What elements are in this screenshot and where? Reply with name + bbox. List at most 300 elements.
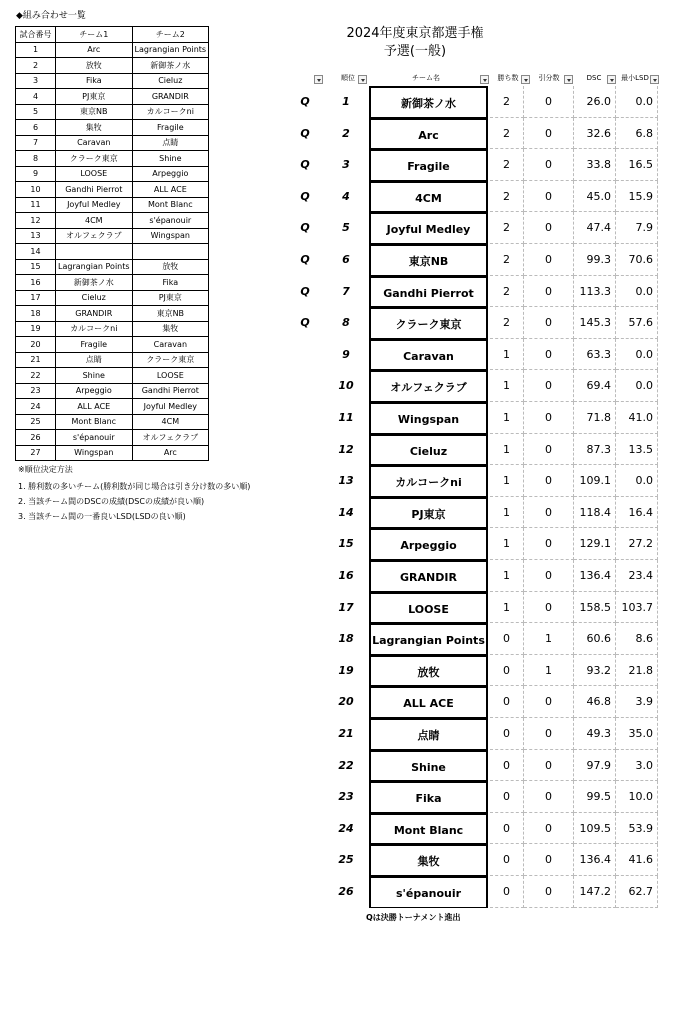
rank-number: 11	[338, 411, 354, 424]
qualified-mark	[298, 402, 312, 434]
lsd-value: 10.0	[616, 781, 658, 813]
team1-name: Wingspan	[56, 445, 133, 461]
wins-count: 2	[490, 276, 524, 308]
team1-name: 点睛	[56, 352, 133, 368]
standings-row	[338, 465, 660, 497]
lsd-value: 0.0	[616, 339, 658, 371]
team1-name: ALL ACE	[56, 399, 133, 415]
dsc-value: 158.5	[574, 592, 616, 624]
lsd-value: 3.9	[616, 686, 658, 718]
standings-row	[342, 339, 660, 371]
team-name: Wingspan	[369, 402, 488, 434]
standings-row	[338, 528, 660, 560]
header-team-name: チーム名	[412, 74, 440, 82]
team2-name: Fragile	[132, 120, 209, 136]
matchup-row	[16, 228, 209, 244]
standings-row	[338, 813, 660, 845]
matchup-row	[16, 414, 209, 430]
wins-count: 2	[490, 244, 524, 276]
team2-name: Fika	[132, 275, 209, 291]
rank-number: 2	[342, 126, 350, 140]
header-team2: チーム2	[132, 27, 209, 43]
wins-count: 1	[490, 560, 524, 592]
draws-count: 0	[524, 750, 574, 782]
matchup-row	[16, 275, 209, 291]
draws-count: 0	[524, 118, 574, 150]
header-team1: チーム1	[56, 27, 133, 43]
team2-name: 4CM	[132, 414, 209, 430]
lsd-value: 53.9	[616, 813, 658, 845]
standings-row	[338, 560, 660, 592]
match-number: 15	[16, 259, 56, 275]
draws-count: 0	[524, 402, 574, 434]
matchup-row	[16, 399, 209, 415]
team-name: オルフェクラブ	[369, 370, 488, 402]
lsd-value: 7.9	[616, 212, 658, 244]
lsd-value: 0.0	[616, 370, 658, 402]
team2-name: 放牧	[132, 259, 209, 275]
draws-count: 0	[524, 370, 574, 402]
page-title: 2024年度東京都選手権	[346, 26, 484, 41]
dsc-value: 49.3	[574, 718, 616, 750]
match-number: 9	[16, 166, 56, 182]
dsc-value: 99.3	[574, 244, 616, 276]
matchup-row	[16, 182, 209, 198]
dsc-value: 47.4	[574, 212, 616, 244]
team-name: クラーク東京	[369, 307, 488, 339]
qualified-mark	[298, 718, 312, 750]
team1-name: Gandhi Pierrot	[56, 182, 133, 198]
match-number: 17	[16, 290, 56, 306]
matchup-row	[16, 445, 209, 461]
rank-number: 17	[338, 600, 354, 614]
qualified-mark	[298, 592, 312, 624]
team2-name: Shine	[132, 151, 209, 167]
rank-number: 20	[338, 695, 354, 709]
match-number: 11	[16, 197, 56, 213]
team2-name: 集牧	[132, 321, 209, 337]
team2-name: Mont Blanc	[132, 197, 209, 213]
lsd-value: 0.0	[616, 465, 658, 497]
wins-count: 1	[490, 339, 524, 371]
qualified-mark	[298, 813, 312, 845]
team1-name: Shine	[56, 368, 133, 384]
lsd-value: 6.8	[616, 118, 658, 150]
lsd-value: 35.0	[616, 718, 658, 750]
team1-name	[56, 244, 133, 260]
wins-count: 2	[490, 118, 524, 150]
matchup-row	[16, 306, 209, 322]
lsd-value: 103.7	[616, 592, 658, 624]
rules-title: ※順位決定方法	[18, 465, 73, 474]
draws-count: 0	[524, 876, 574, 908]
standings-row	[338, 655, 660, 687]
draws-count: 0	[524, 528, 574, 560]
match-number: 19	[16, 321, 56, 337]
team1-name: Fragile	[56, 337, 133, 353]
matchup-row	[16, 89, 209, 105]
team-name: カルコークni	[369, 465, 488, 497]
qualified-mark	[298, 528, 312, 560]
team1-name: s'épanouir	[56, 430, 133, 446]
qualified-mark	[298, 844, 312, 876]
draws-count: 0	[524, 339, 574, 371]
rank-number: 15	[338, 537, 354, 551]
qualified-mark: Q	[300, 126, 310, 140]
qualified-mark	[298, 497, 312, 529]
dsc-value: 99.5	[574, 781, 616, 813]
team2-name: カルコークni	[132, 104, 209, 120]
team1-name: 集牧	[56, 120, 133, 136]
team1-name: 東京NB	[56, 104, 133, 120]
team1-name: カルコークni	[56, 321, 133, 337]
header-match-number: 試合番号	[16, 27, 56, 43]
dsc-value: 63.3	[574, 339, 616, 371]
team-name: GRANDIR	[369, 560, 488, 592]
team2-name	[132, 244, 209, 260]
lsd-value: 21.8	[616, 655, 658, 687]
match-number: 25	[16, 414, 56, 430]
standings-row	[338, 718, 660, 750]
lsd-value: 57.6	[616, 307, 658, 339]
draws-count: 0	[524, 181, 574, 213]
match-number: 3	[16, 73, 56, 89]
draws-count: 0	[524, 813, 574, 845]
page-subtitle: 予選(一般)	[383, 44, 447, 59]
matchup-row	[16, 58, 209, 74]
draws-count: 1	[524, 655, 574, 687]
qualified-mark: Q	[300, 158, 310, 172]
dsc-value: 60.6	[574, 623, 616, 655]
rank-number: 4	[342, 189, 350, 203]
team1-name: 新御茶ノ水	[56, 275, 133, 291]
draws-count: 0	[524, 465, 574, 497]
draws-count: 0	[524, 212, 574, 244]
match-number: 1	[16, 42, 56, 58]
team-name: PJ東京	[369, 497, 488, 529]
standings-row	[338, 370, 660, 402]
wins-count: 0	[490, 844, 524, 876]
filter-dropdown-icon[interactable]	[650, 75, 659, 84]
rank-number: 8	[342, 316, 350, 330]
lsd-value: 8.6	[616, 623, 658, 655]
filter-dropdown-icon[interactable]	[358, 75, 367, 84]
team2-name: 点睛	[132, 135, 209, 151]
ranking-rules	[18, 462, 250, 524]
team2-name: オルフェクラブ	[132, 430, 209, 446]
matchup-row	[16, 151, 209, 167]
qualified-mark	[298, 750, 312, 782]
matchup-row	[16, 104, 209, 120]
dsc-value: 46.8	[574, 686, 616, 718]
match-number: 2	[16, 58, 56, 74]
qualified-mark: Q	[300, 316, 310, 330]
dsc-value: 32.6	[574, 118, 616, 150]
wins-count: 2	[490, 86, 524, 118]
team-name: Mont Blanc	[369, 813, 488, 845]
qualified-mark: Q	[300, 95, 310, 108]
rank-number: 13	[338, 474, 354, 488]
team-name: Cieluz	[369, 434, 488, 466]
standings-row	[338, 592, 660, 624]
draws-count: 0	[524, 276, 574, 308]
rank-number: 9	[342, 347, 350, 361]
wins-count: 1	[490, 497, 524, 529]
wins-count: 0	[490, 781, 524, 813]
filter-dropdown-icon[interactable]	[521, 75, 530, 84]
wins-count: 2	[490, 181, 524, 213]
match-number: 22	[16, 368, 56, 384]
rank-number: 10	[338, 379, 354, 393]
dsc-value: 118.4	[574, 497, 616, 529]
filter-dropdown-icon[interactable]	[564, 75, 573, 84]
header-wins: 勝ち数	[497, 74, 519, 82]
match-number: 14	[16, 244, 56, 260]
team-name: Lagrangian Points	[369, 623, 488, 655]
draws-count: 0	[524, 86, 574, 118]
team1-name: LOOSE	[56, 166, 133, 182]
match-number: 13	[16, 228, 56, 244]
dsc-value: 69.4	[574, 370, 616, 402]
team1-name: Cieluz	[56, 290, 133, 306]
dsc-value: 26.0	[574, 86, 616, 118]
rank-number: 18	[338, 632, 354, 646]
qualified-mark	[298, 876, 312, 908]
rank-number: 3	[342, 158, 350, 172]
lsd-value: 27.2	[616, 528, 658, 560]
wins-count: 0	[490, 813, 524, 845]
standings-row	[300, 212, 660, 244]
rank-number: 22	[338, 758, 354, 772]
dsc-value: 145.3	[574, 307, 616, 339]
standings-row	[300, 118, 660, 150]
dsc-value: 33.8	[574, 149, 616, 181]
lsd-value: 15.9	[616, 181, 658, 213]
qualification-note: Qは決勝トーナメント進出	[366, 913, 461, 922]
matchup-row	[16, 42, 209, 58]
team-name: 4CM	[369, 181, 488, 213]
match-number: 18	[16, 306, 56, 322]
team2-name: Caravan	[132, 337, 209, 353]
wins-count: 0	[490, 655, 524, 687]
rank-number: 21	[338, 727, 354, 740]
lsd-value: 41.6	[616, 844, 658, 876]
wins-count: 0	[490, 750, 524, 782]
qualified-mark	[298, 370, 312, 402]
filter-dropdown-icon[interactable]	[607, 75, 616, 84]
team-name: Caravan	[369, 339, 488, 371]
team-name: ALL ACE	[369, 686, 488, 718]
matchup-row	[16, 290, 209, 306]
match-number: 24	[16, 399, 56, 415]
lsd-value: 62.7	[616, 876, 658, 908]
qualified-mark	[298, 339, 312, 371]
team1-name: クラーク東京	[56, 151, 133, 167]
rank-number: 14	[338, 505, 354, 519]
header-draws: 引分数	[538, 74, 560, 82]
match-number: 27	[16, 445, 56, 461]
wins-count: 1	[490, 528, 524, 560]
draws-count: 0	[524, 560, 574, 592]
lsd-value: 13.5	[616, 434, 658, 466]
matchup-row	[16, 383, 209, 399]
team2-name: 東京NB	[132, 306, 209, 322]
dsc-value: 147.2	[574, 876, 616, 908]
team2-name: Wingspan	[132, 228, 209, 244]
dsc-value: 87.3	[574, 434, 616, 466]
qualified-mark	[298, 655, 312, 687]
rank-number: 7	[342, 284, 350, 298]
matchup-row	[16, 120, 209, 136]
rank-number: 26	[338, 885, 354, 898]
matchup-row	[16, 244, 209, 260]
rank-number: 1	[342, 95, 350, 108]
team-name: Joyful Medley	[369, 212, 488, 244]
matchup-row	[16, 166, 209, 182]
rank-number: 23	[338, 790, 354, 804]
header-dsc: DSC	[586, 74, 602, 82]
match-number: 5	[16, 104, 56, 120]
team-name: Arpeggio	[369, 528, 488, 560]
rule-item: 3. 当該チーム間の一番良いLSD(LSDの良い順)	[18, 512, 186, 521]
wins-count: 1	[490, 434, 524, 466]
team2-name: PJ東京	[132, 290, 209, 306]
dsc-value: 136.4	[574, 844, 616, 876]
matchup-table	[15, 26, 209, 461]
dsc-value: 109.5	[574, 813, 616, 845]
team-name: s'épanouir	[369, 876, 488, 908]
qualified-mark	[298, 560, 312, 592]
filter-dropdown-icon[interactable]	[314, 75, 323, 84]
rank-number: 24	[338, 821, 354, 835]
team2-name: Cieluz	[132, 73, 209, 89]
wins-count: 1	[490, 370, 524, 402]
qualified-mark	[298, 686, 312, 718]
qualified-mark: Q	[300, 253, 310, 266]
standings-row	[338, 876, 660, 908]
rank-number: 6	[342, 253, 350, 266]
matchup-row	[16, 259, 209, 275]
team1-name: 4CM	[56, 213, 133, 229]
match-number: 20	[16, 337, 56, 353]
rank-number: 5	[342, 221, 350, 235]
match-number: 26	[16, 430, 56, 446]
team-name: 集牧	[369, 844, 488, 876]
team1-name: Arpeggio	[56, 383, 133, 399]
team2-name: Arpeggio	[132, 166, 209, 182]
wins-count: 1	[490, 592, 524, 624]
dsc-value: 71.8	[574, 402, 616, 434]
team-name: 放牧	[369, 655, 488, 687]
matchup-row	[16, 430, 209, 446]
team1-name: Fika	[56, 73, 133, 89]
match-number: 4	[16, 89, 56, 105]
rule-item: 2. 当該チーム間のDSCの成績(DSCの成績が良い順)	[18, 497, 205, 506]
wins-count: 0	[490, 718, 524, 750]
draws-count: 0	[524, 497, 574, 529]
standings-row	[338, 402, 660, 434]
match-number: 21	[16, 352, 56, 368]
lsd-value: 0.0	[616, 276, 658, 308]
team-name: LOOSE	[369, 592, 488, 624]
team2-name: Arc	[132, 445, 209, 461]
qualified-mark	[298, 434, 312, 466]
filter-dropdown-icon[interactable]	[480, 75, 489, 84]
standings-row	[338, 434, 660, 466]
standings-row	[338, 781, 660, 813]
matchup-header-row	[16, 27, 209, 43]
standings-row	[300, 86, 660, 118]
matchup-row	[16, 197, 209, 213]
team-name: 点睛	[369, 718, 488, 750]
match-number: 16	[16, 275, 56, 291]
team1-name: PJ東京	[56, 89, 133, 105]
wins-count: 2	[490, 307, 524, 339]
team-name: Shine	[369, 750, 488, 782]
team2-name: クラーク東京	[132, 352, 209, 368]
wins-count: 0	[490, 876, 524, 908]
team1-name: GRANDIR	[56, 306, 133, 322]
qualified-mark: Q	[300, 284, 310, 298]
team2-name: Joyful Medley	[132, 399, 209, 415]
header-lsd: 最小LSD	[621, 74, 649, 82]
dsc-value: 93.2	[574, 655, 616, 687]
standings-row	[338, 686, 660, 718]
qualified-mark	[298, 781, 312, 813]
draws-count: 0	[524, 434, 574, 466]
lsd-value: 41.0	[616, 402, 658, 434]
team1-name: Mont Blanc	[56, 414, 133, 430]
team1-name: 放牧	[56, 58, 133, 74]
lsd-value: 23.4	[616, 560, 658, 592]
matchup-row	[16, 368, 209, 384]
lsd-value: 16.5	[616, 149, 658, 181]
team-name: 新御茶ノ水	[369, 86, 488, 118]
dsc-value: 129.1	[574, 528, 616, 560]
wins-count: 2	[490, 212, 524, 244]
standings-row	[338, 623, 660, 655]
wins-count: 0	[490, 623, 524, 655]
standings-row	[338, 844, 660, 876]
standings-row	[300, 244, 660, 276]
standings-row	[300, 307, 660, 339]
rank-number: 19	[338, 663, 354, 677]
standings-row	[300, 149, 660, 181]
wins-count: 1	[490, 465, 524, 497]
matchup-row	[16, 337, 209, 353]
draws-count: 1	[524, 623, 574, 655]
match-number: 23	[16, 383, 56, 399]
wins-count: 1	[490, 402, 524, 434]
matchup-row	[16, 352, 209, 368]
matchup-list-title: ◆組み合わせ一覧	[16, 11, 86, 21]
team1-name: Lagrangian Points	[56, 259, 133, 275]
header-rank: 順位	[341, 74, 355, 82]
dsc-value: 136.4	[574, 560, 616, 592]
qualified-mark: Q	[300, 189, 310, 203]
team-name: Arc	[369, 118, 488, 150]
draws-count: 0	[524, 592, 574, 624]
draws-count: 0	[524, 844, 574, 876]
team-name: Fragile	[369, 149, 488, 181]
rank-number: 12	[338, 442, 354, 456]
matchup-row	[16, 213, 209, 229]
qualified-mark	[298, 623, 312, 655]
lsd-value: 3.0	[616, 750, 658, 782]
match-number: 7	[16, 135, 56, 151]
match-number: 12	[16, 213, 56, 229]
dsc-value: 45.0	[574, 181, 616, 213]
